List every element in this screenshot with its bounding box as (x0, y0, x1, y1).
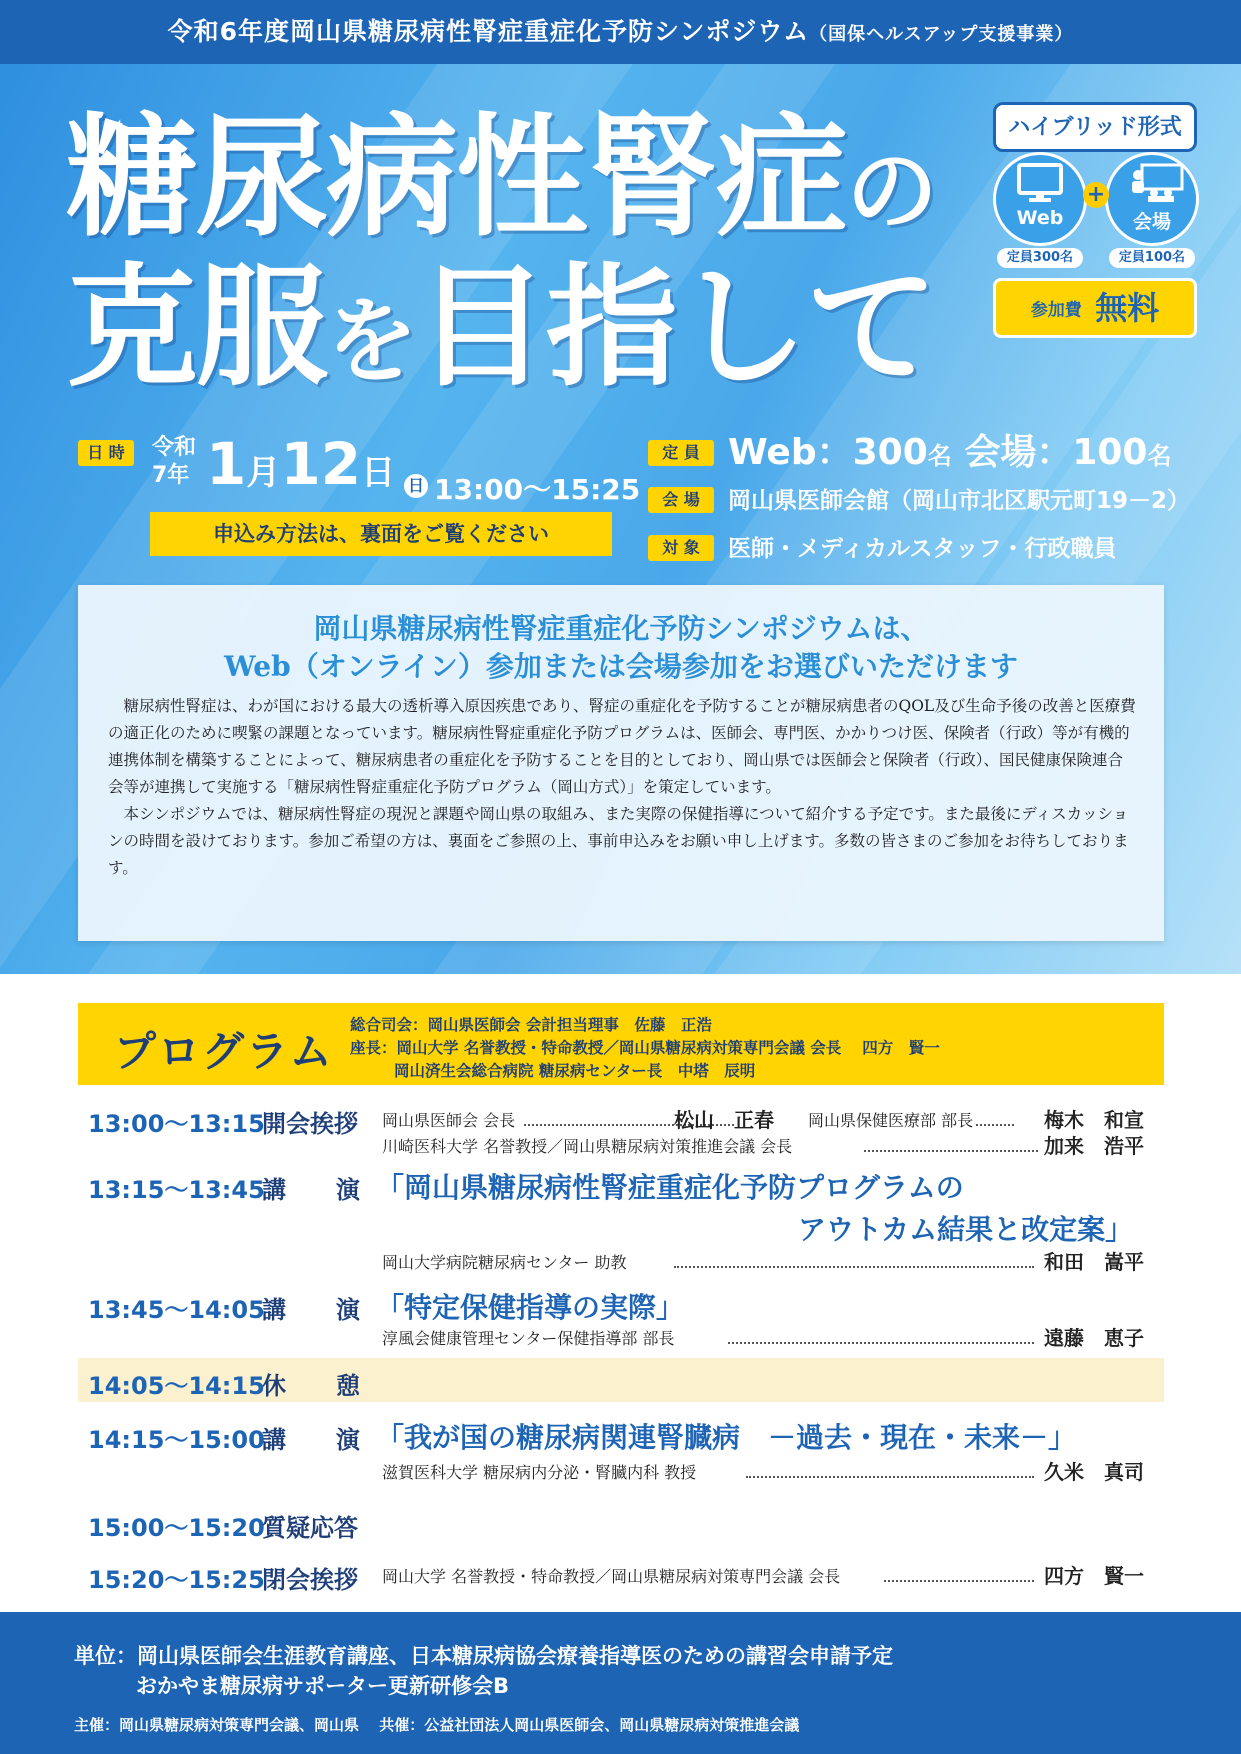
era: 令和 7年 (152, 435, 197, 488)
row-time: 13:15～13:45 (88, 1176, 265, 1204)
row-kind: 憩 (336, 1372, 360, 1400)
organizer-line: 主催：岡山県糖尿病対策専門会議、岡山県 共催：公益社団法人岡山県医師会、岡山県糖尿病対策推進会議 (74, 1716, 800, 1734)
intro-heading-1: 岡山県糖尿病性腎症重症化予防シンポジウムは、 (313, 612, 929, 645)
program-title: プログラム (114, 1027, 334, 1076)
row-affiliation: 岡山県医師会 会長 (382, 1111, 516, 1130)
main-title-line1: 糖尿病性腎症の (66, 101, 937, 255)
row-time: 13:45～14:05 (88, 1296, 265, 1324)
intro-heading-2: Web（オンライン）参加または会場参加をお選びいただけます (224, 650, 1018, 683)
leader-dots (674, 1266, 1034, 1268)
event-date: 1月12日 (206, 430, 396, 498)
banner-title: 令和6年度岡山県糖尿病性腎症重症化予防シンポジウム (167, 17, 810, 46)
row-time: 14:15～15:00 (88, 1426, 265, 1454)
row-speaker: 遠藤 恵子 (1044, 1326, 1144, 1350)
capacity-tag: 定 員 (648, 440, 714, 466)
row-affiliation: 岡山大学病院糖尿病センター 助教 (382, 1253, 627, 1272)
leader-dots (864, 1150, 1038, 1152)
target-text: 医師・メディカルスタッフ・行政職員 (728, 536, 1117, 562)
leader-dots (884, 1580, 1034, 1582)
credit-line-2: おかやま糖尿病サポーター更新研修会B (136, 1674, 510, 1698)
date-day: 12 (280, 430, 362, 498)
top-banner (0, 0, 1241, 64)
footer (0, 1612, 1241, 1754)
row-time: 15:00～15:20 (88, 1514, 265, 1542)
venue-circle (1105, 152, 1199, 246)
row-kind: 講 (262, 1176, 286, 1204)
row-kind: 質疑応答 (262, 1514, 358, 1542)
fee-label: 参加費 (1030, 300, 1082, 321)
row-affiliation: 岡山大学 名誉教授・特命教授／岡山県糖尿病対策専門会議 会長 (382, 1567, 841, 1586)
plus-icon: + (1083, 182, 1109, 208)
capacity: Web：300名 会場：100名 (728, 432, 1172, 473)
weekday-badge: 日 (404, 474, 428, 498)
hybrid-format-box (993, 102, 1199, 338)
venue-text: 岡山県医師会館（岡山市北区駅元町19－2） (728, 488, 1191, 514)
banner-subtitle: （国保ヘルスアップ支援事業） (809, 24, 1074, 45)
web-capacity: 定員300名 (997, 248, 1083, 268)
fee-box (993, 278, 1197, 338)
venue-capacity: 定員100名 (1109, 248, 1195, 268)
intro-box (78, 585, 1164, 941)
row-speaker: 久米 真司 (1044, 1460, 1144, 1484)
leader-dots (976, 1124, 1014, 1126)
row-kind: 開会挨拶 (262, 1110, 358, 1138)
row-kind: 演 (336, 1176, 360, 1204)
date-tag: 日 時 (78, 440, 134, 466)
web-circle (993, 152, 1087, 246)
row-kind: 講 (262, 1426, 286, 1454)
credit-line-1: 単位：岡山県医師会生涯教育講座、日本糖尿病協会療養指導医のための講習会申請予定 (74, 1644, 893, 1668)
intro-paragraph: 本シンポジウムでは、糖尿病性腎症の現況と課題や岡山県の取組み、また実際の保健指導について紹介する予定です。また最後にディスカッションの時間を設けております。参加ご希望の方は、裏面をご参照の上、事前申込みをお願い申し上げます。多数の皆さまのご参加をお待ちしております。 (108, 805, 1129, 877)
program-mc: 総合司会：岡山県医師会 会計担当理事 佐藤 正浩 (350, 1016, 712, 1034)
fee-value: 無料 (1095, 289, 1160, 327)
row-time: 14:05～14:15 (88, 1372, 265, 1400)
row-kind: 休 (262, 1372, 286, 1400)
monitor-icon (1017, 163, 1063, 203)
row-affiliation: 淳風会健康管理センター保健指導部 部長 (382, 1329, 675, 1348)
row-kind: 演 (336, 1426, 360, 1454)
lecture-title: アウトカム結果と改定案」 (798, 1213, 1134, 1246)
row-speaker: 加来 浩平 (1044, 1134, 1144, 1158)
apply-note: 申込み方法は、裏面をご覧ください (150, 512, 612, 556)
leader-dots (746, 1476, 1034, 1478)
target-tag: 対 象 (648, 535, 714, 561)
row-speaker: 四方 賢一 (1044, 1564, 1144, 1588)
row-speaker: 梅木 和宣 (1044, 1108, 1144, 1132)
row-kind: 講 (262, 1296, 286, 1324)
leader-dots (728, 1342, 1034, 1344)
intro-body (108, 693, 1138, 882)
date-month: 1 (206, 430, 247, 498)
row-affiliation: 滋賀医科大学 糖尿病内分泌・腎臓内科 教授 (382, 1463, 697, 1482)
lecture-title: 「特定保健指導の実際」 (376, 1291, 685, 1324)
main-title-line2: 克服を目指して (66, 251, 937, 405)
row-affiliation: 岡山県保健医療部 部長 (808, 1111, 974, 1130)
audience-icon (1124, 163, 1184, 203)
row-speaker: 和田 嵩平 (1044, 1250, 1144, 1274)
row-time: 13:00～13:15 (88, 1110, 265, 1138)
hybrid-badge: ハイブリッド形式 (993, 102, 1197, 152)
venue-tag: 会 場 (648, 487, 714, 513)
lecture-title: 「我が国の糖尿病関連腎臓病 －過去・現在・未来－」 (376, 1421, 1077, 1454)
program-chair-1: 座長：岡山大学 名誉教授・特命教授／岡山県糖尿病対策専門会議 会長 四方 賢一 (350, 1039, 940, 1057)
lecture-title: 「岡山県糖尿病性腎症重症化予防プログラムの (376, 1171, 964, 1204)
program-header (78, 1003, 1164, 1085)
row-time: 15:20～15:25 (88, 1566, 265, 1594)
program-chair-2: 岡山済生会総合病院 糖尿病センター長 中塔 辰明 (394, 1062, 756, 1080)
venue-label: 会場 (1132, 211, 1171, 233)
row-speaker: 松山 正春 (674, 1108, 774, 1132)
event-time: 13:00～15:25 (434, 473, 641, 506)
intro-paragraph: 糖尿病性腎症は、わが国における最大の透析導入原因疾患であり、腎症の重症化を予防することが糖尿病患者のQOL及び生命予後の改善と医療費の適正化のために喫緊の課題となっています。糖尿病性腎症重症化予防プログラムは、医師会、専門医、かかりつけ医、保険者（行政）等が有機的連携体制を構築することによって、糖尿病患者の重症化を予防することを目的としており、岡山県では医師会と保険者（行政）、国民健康保険連合会等が連携して実施する「糖尿病性腎症重症化予防プログラム（岡山方式）」を策定しています。 (108, 697, 1136, 796)
row-kind: 演 (336, 1296, 360, 1324)
row-affiliation: 川崎医科大学 名誉教授／岡山県糖尿病対策推進会議 会長 (382, 1137, 793, 1156)
web-label: Web (1016, 207, 1064, 229)
row-kind: 閉会挨拶 (262, 1566, 358, 1594)
